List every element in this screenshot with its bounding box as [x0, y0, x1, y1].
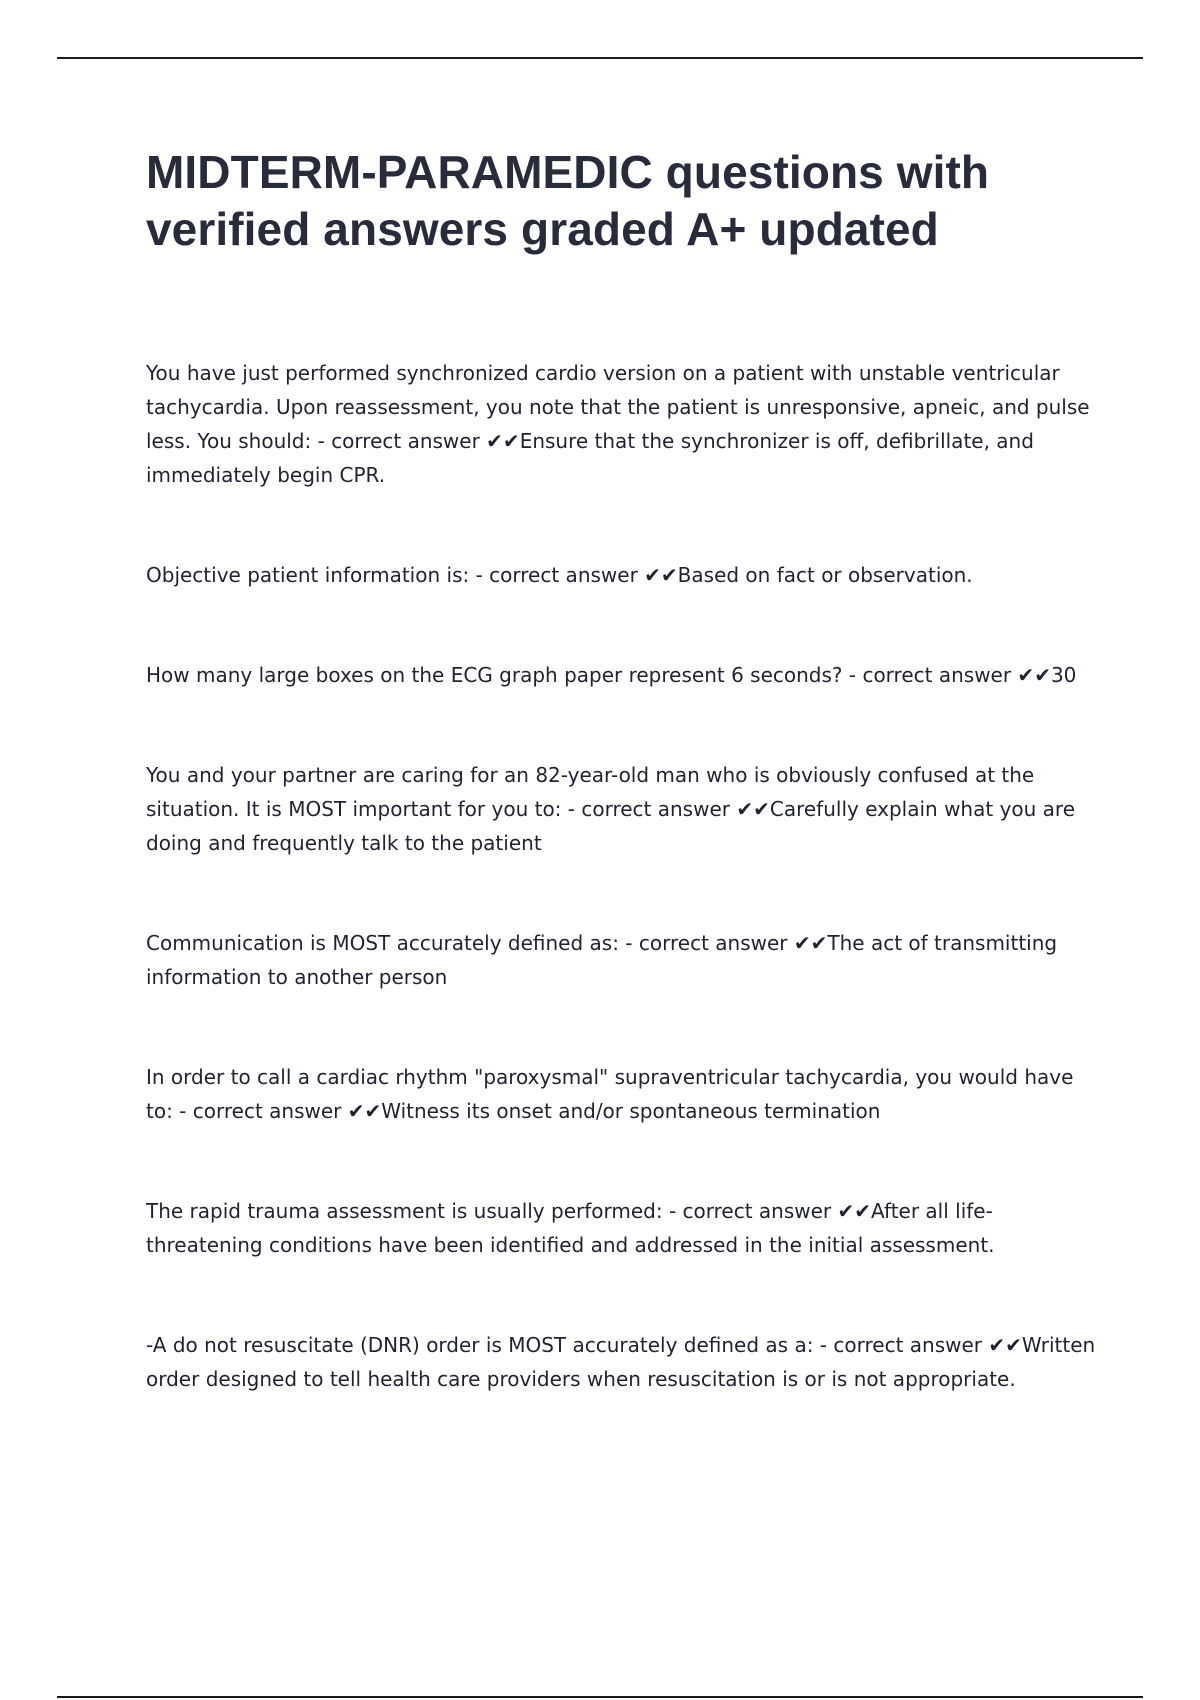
question-text: In order to call a cardiac rhythm "paroxysmal" supraventricular tachycardia, you would have to: [146, 1065, 1074, 1123]
answer-text: Carefully explain what you are doing and frequently talk to the patient [146, 797, 1076, 855]
qa-item [146, 1194, 1096, 1262]
question-text: Communication is MOST accurately defined as: [146, 931, 619, 955]
answer-separator: - [469, 563, 490, 587]
question-text: The rapid trauma assessment is usually performed: [146, 1199, 663, 1223]
answer-label: correct answer [192, 1099, 342, 1123]
question-text: Objective patient information is: [146, 563, 470, 587]
bottom-rule [57, 1696, 1143, 1698]
top-rule [57, 57, 1143, 59]
qa-item [146, 1060, 1096, 1128]
answer-text: Ensure that the synchronizer is off, defibrillate, and immediately begin CPR. [146, 429, 1034, 487]
answer-label: correct answer [833, 1333, 983, 1357]
answer-text: 30 [1050, 663, 1077, 687]
answer-text: The act of transmitting information to another person [146, 931, 1058, 989]
check-marks-icon: ✔✔ [341, 1099, 382, 1123]
question-text: You and your partner are caring for an 82-year-old man who is obviously confused at the situation. It is MOST important for you to: [146, 763, 1035, 821]
answer-label: correct answer [331, 429, 480, 453]
answer-label: correct answer [638, 931, 788, 955]
answer-text: Written order designed to tell health care providers when resuscitation is or is not appropriate. [146, 1333, 1096, 1391]
answer-separator: - [813, 1333, 834, 1357]
qa-list [146, 356, 1096, 1396]
qa-item [146, 926, 1096, 994]
qa-item [146, 658, 1096, 692]
answer-separator: - [662, 1199, 683, 1223]
answer-text: After all life-threatening conditions have been identified and addressed in the initial assessment. [146, 1199, 995, 1257]
check-marks-icon: ✔✔ [1011, 663, 1051, 687]
answer-text: Witness its onset and/or spontaneous termination [381, 1099, 881, 1123]
answer-label: correct answer [581, 797, 730, 821]
question-text: You have just performed synchronized cardio version on a patient with unstable ventricular tachycardia. Upon reassessment, you note that the patient is unresponsive, apneic, and pulse less. You should: [146, 361, 1090, 453]
answer-separator: - [842, 663, 863, 687]
answer-label: correct answer [862, 663, 1012, 687]
qa-item [146, 1328, 1096, 1396]
document-title: MIDTERM-PARAMEDIC questions with verified answers graded A+ updated [146, 146, 990, 255]
check-marks-icon: ✔✔ [831, 1199, 872, 1223]
question-text: How many large boxes on the ECG graph paper represent 6 seconds? [146, 663, 843, 687]
answer-text: Based on fact or observation. [677, 563, 973, 587]
check-marks-icon: ✔✔ [787, 931, 828, 955]
qa-item [146, 356, 1096, 492]
check-marks-icon: ✔✔ [479, 429, 520, 453]
answer-label: correct answer [682, 1199, 832, 1223]
check-marks-icon: ✔✔ [729, 797, 770, 821]
answer-separator: - [561, 797, 582, 821]
answer-separator: - [172, 1099, 193, 1123]
check-marks-icon: ✔✔ [982, 1333, 1022, 1357]
answer-label: correct answer [489, 563, 638, 587]
answer-separator: - [311, 429, 332, 453]
answer-separator: - [618, 931, 639, 955]
qa-item [146, 558, 1096, 592]
qa-item [146, 758, 1096, 860]
check-marks-icon: ✔✔ [637, 563, 678, 587]
question-text: -A do not resuscitate (DNR) order is MOST accurately defined as a: [146, 1333, 814, 1357]
